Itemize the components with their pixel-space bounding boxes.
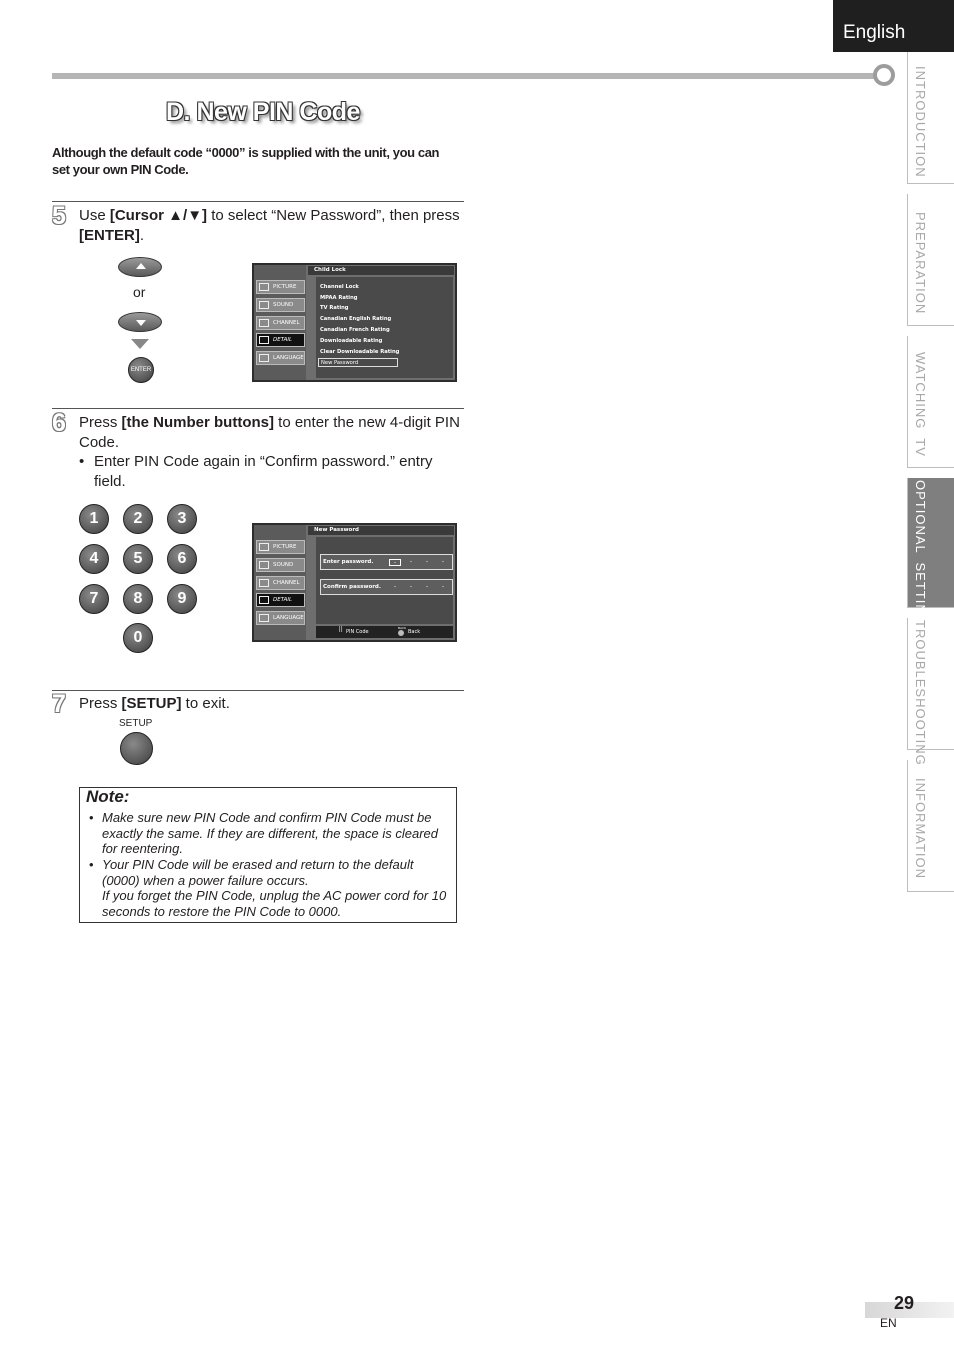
step-number: 6	[52, 409, 66, 437]
picture-icon	[259, 283, 269, 291]
tv-screen-header: New Password	[308, 526, 454, 535]
number-button-7[interactable]: 7	[79, 584, 109, 614]
footer-back: Back	[408, 629, 421, 635]
confirm-digit-3: -	[425, 583, 429, 590]
menu-item-channel: CHANNEL	[256, 316, 305, 330]
confirm-digit-4: -	[441, 583, 445, 590]
note-bullet-dot: •	[89, 810, 94, 825]
pin-digit-2: -	[409, 558, 413, 565]
page-language-code: EN	[880, 1316, 897, 1330]
confirm-password-field	[320, 579, 453, 595]
tv-screen-child-lock	[252, 263, 457, 382]
side-tab-label: WATCHING TV	[913, 352, 928, 457]
tv-password-panel	[316, 537, 453, 624]
number-button-6[interactable]: 6	[167, 544, 197, 574]
up-arrow-icon	[136, 263, 146, 269]
keypad-icon: ⠿	[338, 626, 343, 634]
number-button-1[interactable]: 1	[79, 504, 109, 534]
confirm-digit-2: -	[409, 583, 413, 590]
side-tab-introduction[interactable]	[907, 52, 954, 184]
tv-screen-header: Child Lock	[308, 266, 454, 275]
menu-item-sound: SOUND	[256, 558, 305, 572]
note-title: Note:	[86, 787, 130, 806]
channel-icon	[259, 319, 269, 327]
side-tab-label: PREPARATION	[913, 212, 928, 315]
tv-side-menu	[254, 525, 306, 640]
step-number: 7	[52, 690, 66, 718]
page-number: 29	[894, 1293, 915, 1313]
step5-instruction: Use [Cursor ▲/▼] to select “New Password”, then press [ENTER].	[79, 207, 460, 244]
pin-digit-4: -	[441, 558, 445, 565]
cursor-down-button[interactable]	[118, 312, 162, 332]
menu-item-picture: PICTURE	[256, 280, 305, 294]
number-button-3[interactable]: 3	[167, 504, 197, 534]
menu-item-channel: CHANNEL	[256, 576, 305, 590]
note-box	[79, 787, 457, 923]
tv-options-panel	[316, 277, 453, 378]
number-button-0[interactable]: 0	[123, 623, 153, 653]
menu-item-detail: DETAIL	[256, 593, 305, 607]
number-button-5[interactable]: 5	[123, 544, 153, 574]
detail-icon	[259, 596, 269, 604]
top-rule	[52, 73, 878, 79]
step6-bullet: Enter PIN Code again in “Confirm password.” entry field.	[94, 453, 433, 490]
footer-back-small: BACK	[398, 626, 407, 630]
menu-item-detail: DETAIL	[256, 333, 305, 347]
sound-icon	[259, 301, 269, 309]
side-tab-information[interactable]	[907, 760, 954, 892]
side-tab-label: OPTIONAL SETTING	[913, 480, 928, 626]
bullet-dot: •	[79, 453, 85, 470]
option-downloadable-rating: Downloadable Rating	[320, 338, 383, 344]
back-button-icon	[398, 630, 404, 636]
note-item-2: Your PIN Code will be erased and return to the default (0000) when a power failure occurs.	[102, 857, 414, 888]
step-divider	[52, 201, 464, 202]
enter-password-label: Enter password.	[323, 559, 374, 565]
confirm-password-label: Confirm password.	[323, 584, 381, 590]
step6-instruction: Press [the Number buttons] to enter the new 4-digit PIN Code.	[79, 414, 460, 451]
side-tab-label: INTRODUCTION	[913, 66, 928, 178]
detail-icon	[259, 336, 269, 344]
number-button-8[interactable]: 8	[123, 584, 153, 614]
note-item-3: If you forget the PIN Code, unplug the AC power cord for 10 seconds to restore the PIN Code to 0000.	[102, 888, 447, 919]
option-clear-downloadable-rating: Clear Downloadable Rating	[320, 349, 400, 355]
cursor-up-button[interactable]	[118, 257, 162, 277]
tv-side-menu	[254, 265, 306, 380]
down-arrow-icon	[136, 320, 146, 326]
setup-label: SETUP	[119, 718, 153, 729]
option-canadian-english-rating: Canadian English Rating	[320, 316, 392, 322]
side-tab-label: TROUBLESHOOTING	[913, 620, 928, 766]
arrow-down-indicator-icon	[131, 339, 149, 349]
sound-icon	[259, 561, 269, 569]
menu-item-picture: PICTURE	[256, 540, 305, 554]
language-tab	[833, 0, 954, 52]
confirm-digit-1: -	[393, 583, 397, 590]
option-tv-rating: TV Rating	[320, 305, 349, 311]
language-label: English	[843, 22, 906, 43]
channel-icon	[259, 579, 269, 587]
menu-item-sound: SOUND	[256, 298, 305, 312]
option-channel-lock: Channel Lock	[320, 284, 359, 290]
number-button-9[interactable]: 9	[167, 584, 197, 614]
tv-footer	[316, 626, 453, 638]
menu-item-language: LANGUAGE	[256, 351, 305, 365]
pin-digit-3: -	[425, 558, 429, 565]
menu-item-language: LANGUAGE	[256, 611, 305, 625]
language-icon	[259, 614, 269, 622]
step-divider	[52, 408, 464, 409]
side-tab-watching-tv[interactable]	[907, 336, 954, 468]
side-tab-optional-setting[interactable]	[907, 478, 954, 626]
step-number: 5	[52, 202, 66, 230]
enter-button[interactable]: ENTER	[128, 357, 154, 383]
step7-instruction: Press [SETUP] to exit.	[79, 695, 230, 712]
or-label: or	[133, 284, 146, 300]
step-divider	[52, 690, 464, 691]
picture-icon	[259, 543, 269, 551]
top-rule-ring	[873, 64, 895, 86]
note-bullet-dot: •	[89, 857, 94, 872]
tv-screen-new-password	[252, 523, 457, 642]
side-tab-preparation[interactable]	[907, 194, 954, 326]
setup-button[interactable]	[120, 732, 153, 765]
pin-digit-1: -	[389, 559, 401, 566]
side-tab-troubleshooting[interactable]	[907, 618, 954, 766]
language-icon	[259, 354, 269, 362]
option-mpaa-rating: MPAA Rating	[320, 295, 358, 301]
footer-pin-code: PIN Code	[346, 629, 369, 635]
number-button-4[interactable]: 4	[79, 544, 109, 574]
intro-text: Although the default code “0000” is supplied with the unit, you can set your own PIN Code.	[52, 145, 440, 177]
side-tab-label: INFORMATION	[913, 778, 928, 880]
option-new-password: New Password	[318, 358, 398, 367]
note-item-1: Make sure new PIN Code and confirm PIN Code must be exactly the same. If they are different, the space is cleared for reentering.	[102, 810, 439, 857]
option-canadian-french-rating: Canadian French Rating	[320, 327, 390, 333]
page-title: D. New PIN Code	[166, 98, 360, 126]
enter-password-field	[320, 554, 453, 570]
number-button-2[interactable]: 2	[123, 504, 153, 534]
